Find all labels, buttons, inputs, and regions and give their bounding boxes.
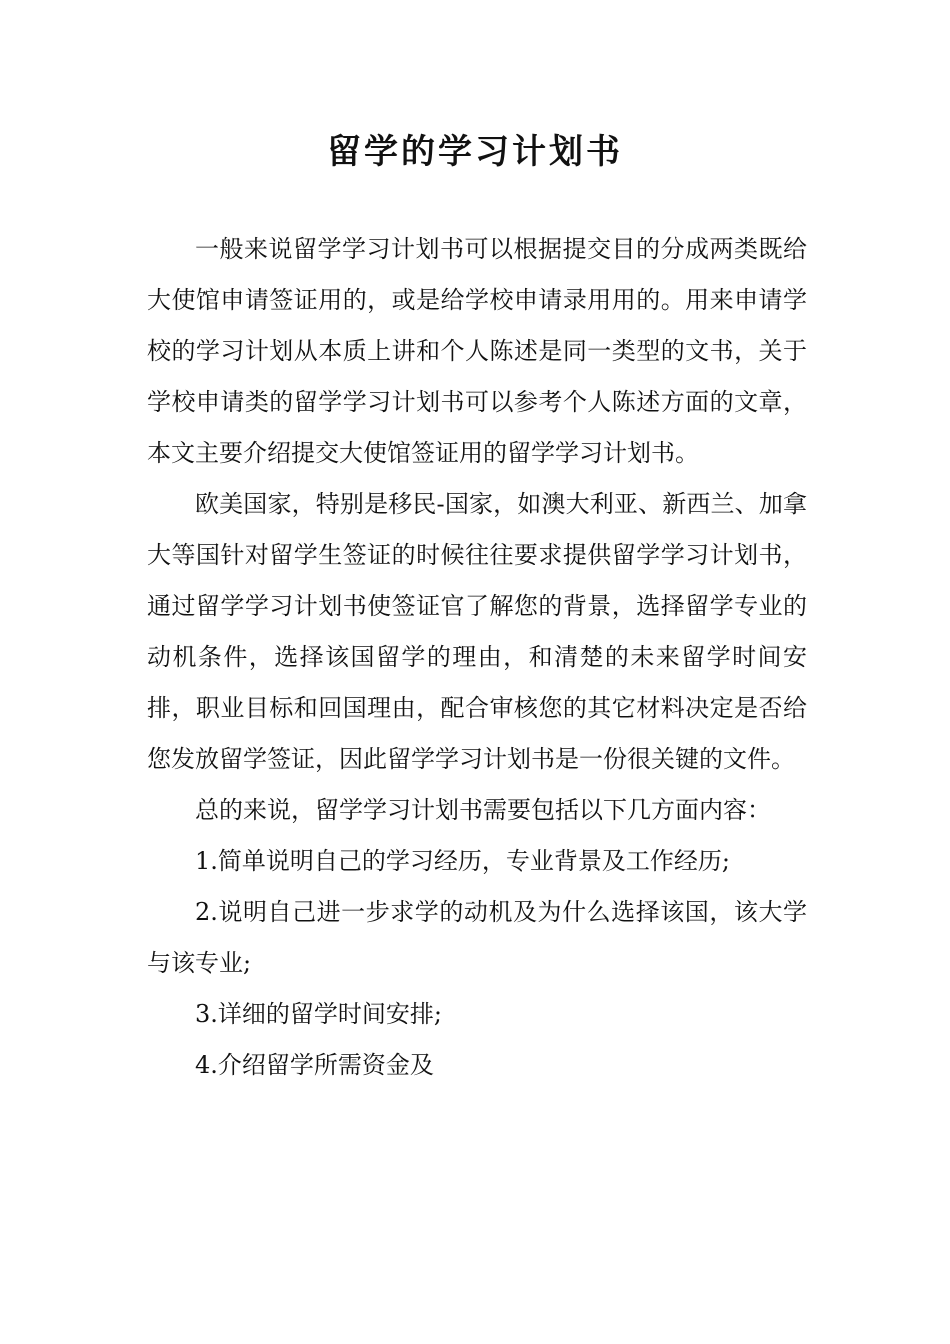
document-body (147, 224, 807, 1091)
document-title: 留学的学习计划书 (327, 132, 623, 172)
paragraph-intro: 一般来说留学学习计划书可以根据提交目的分成两类既给大使馆申请签证用的，或是给学校申请录用用的。用来申请学校的学习计划从本质上讲和个人陈述是同一类型的文书，关于学校申请类的留学学习计划书可以参考个人陈述方面的文章，本文主要介绍提交大使馆签证用的留学学习计划书。 (147, 235, 807, 467)
list-item: 3.详细的留学时间安排; (195, 1000, 442, 1028)
paragraph-visa-requirements: 欧美国家，特别是移民-国家，如澳大利亚、新西兰、加拿大等国针对留学生签证的时候往往要求提供留学学习计划书，通过留学学习计划书使签证官了解您的背景，选择留学专业的动机条件，选择该国留学的理由，和清楚的未来留学时间安排，职业目标和回国理由，配合审核您的其它材料决定是否给您发放留学签证，因此留学学习计划书是一份很关键的文件。 (147, 490, 807, 773)
list-item: 2.说明自己进一步求学的动机及为什么选择该国，该大学与该专业; (147, 898, 807, 977)
list-item: 4.介绍留学所需资金及 (195, 1051, 434, 1079)
paragraph-summary: 总的来说，留学学习计划书需要包括以下几方面内容： (195, 796, 771, 824)
list-item: 1.简单说明自己的学习经历，专业背景及工作经历; (195, 847, 730, 875)
